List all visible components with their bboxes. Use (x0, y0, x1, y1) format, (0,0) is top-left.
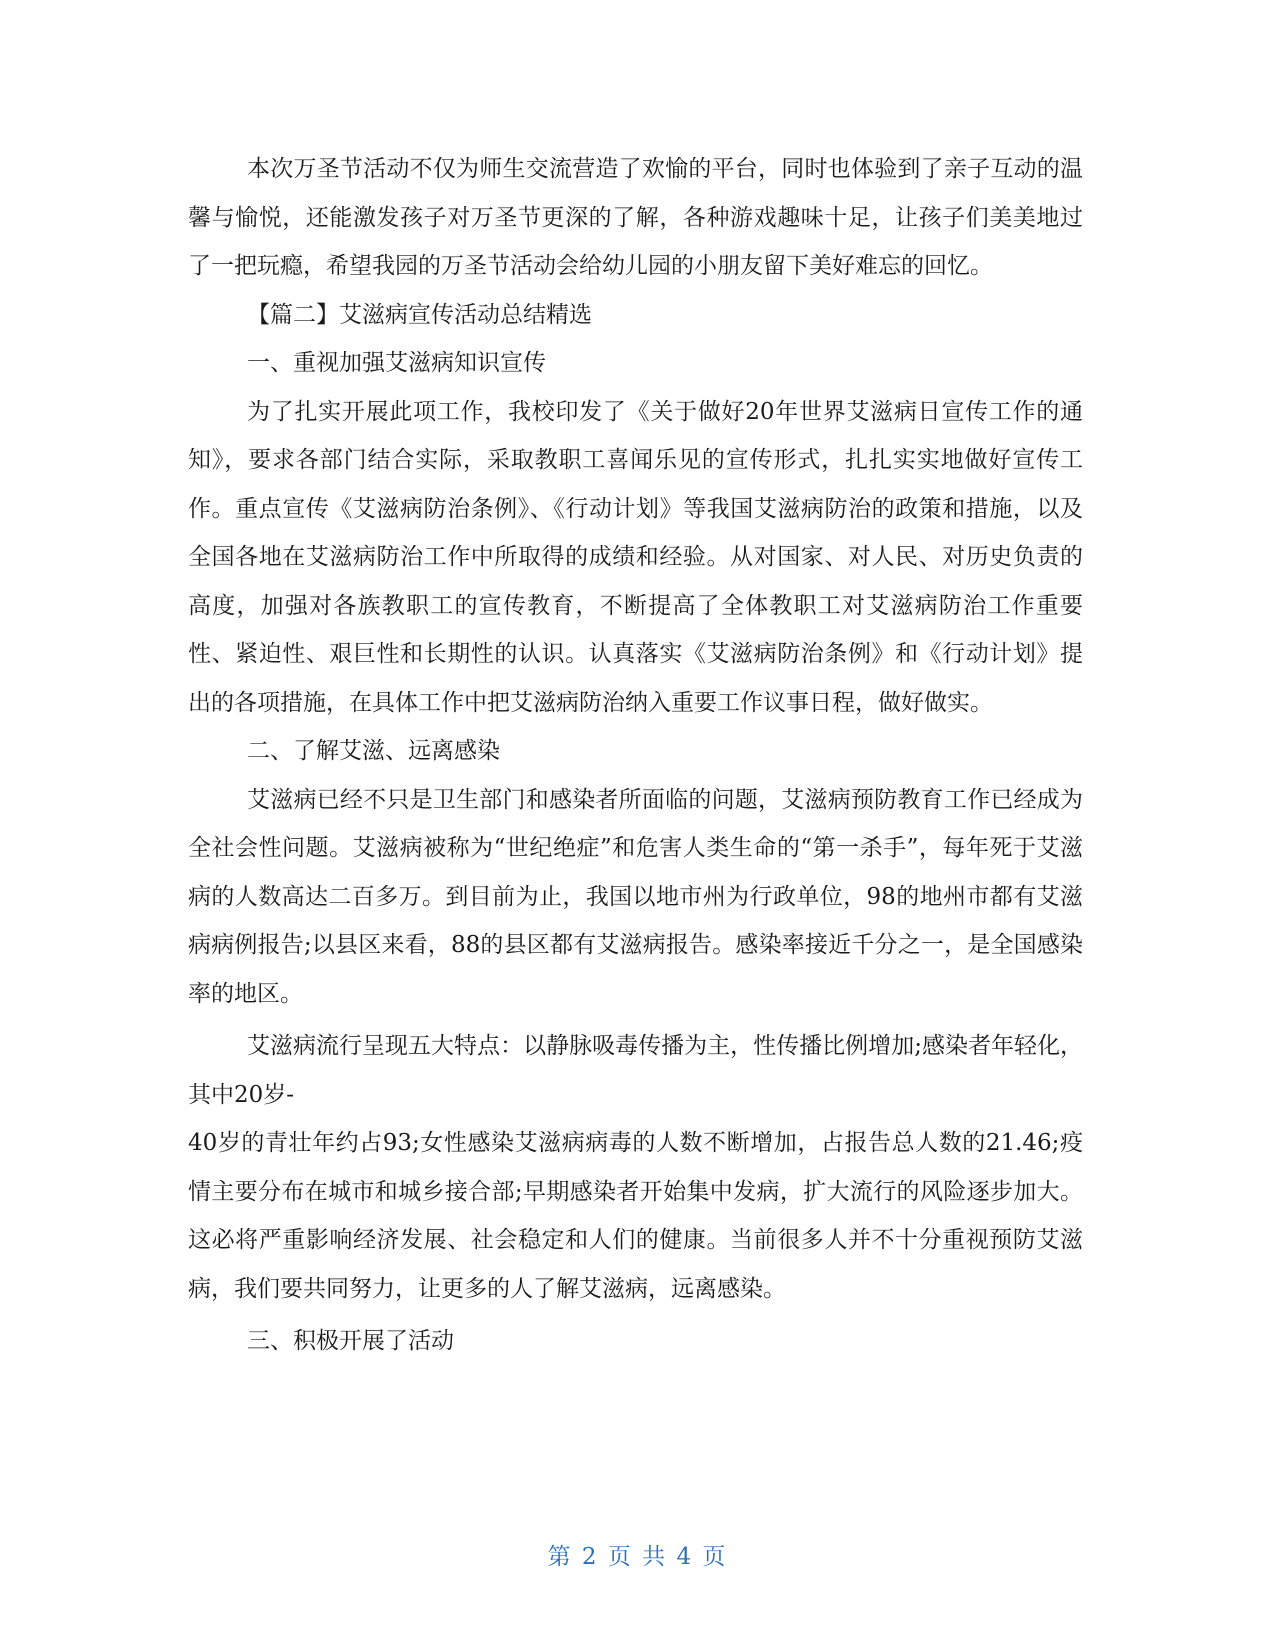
heading-two: 二、了解艾滋、远离感染 (247, 738, 500, 764)
paragraph-aids-social-issue: 艾滋病已经不只是卫生部门和感染者所面临的问题，艾滋病预防教育工作已经成为全社会性问题。艾滋病被称为“世纪绝症”和危害人类生命的“第一杀手”，每年死于艾滋病的人数高达二百多万。到目前为止，我国以地市州为行政单位，98的地州市都有艾滋病病例报告;以县区来看，88的县区都有艾滋病报告。感染率接近千分之一，是全国感染率的地区。 (188, 786, 1083, 1007)
paragraph-halloween-summary: 本次万圣节活动不仅为师生交流营造了欢愉的平台，同时也体验到了亲子互动的温馨与愉悦，还能激发孩子对万圣节更深的了解，各种游戏趣味十足，让孩子们美美地过了一把玩瘾，希望我园的万圣节活动会给幼儿园的小朋友留下美好难忘的回忆。 (188, 156, 1083, 279)
document-body (188, 145, 1083, 1366)
section-title-part-two: 【篇二】艾滋病宣传活动总结精选 (247, 301, 592, 328)
paragraph-publicity-work: 为了扎实开展此项工作，我校印发了《关于做好20年世界艾滋病日宣传工作的通知》，要求各部门结合实际，采取教职工喜闻乐见的宣传形式，扎扎实实地做好宣传工作。重点宣传《艾滋病防治条例》、《行动计划》等我国艾滋病防治的政策和措施，以及全国各地在艾滋病防治工作中所取得的成绩和经验。从对国家、对人民、对历史负责的高度，加强对各族教职工的宣传教育，不断提高了全体教职工对艾滋病防治工作重要性、紧迫性、艰巨性和长期性的认识。认真落实《艾滋病防治条例》和《行动计划》提出的各项措施，在具体工作中把艾滋病防治纳入重要工作议事日程，做好做实。 (188, 398, 1083, 716)
paragraph-five-characteristics: 艾滋病流行呈现五大特点：以静脉吸毒传播为主，性传播比例增加;感染者年轻化，其中20岁- 40岁的青壮年约占93;女性感染艾滋病病毒的人数不断增加，占报告总人数的21.46;疫情主要分布在城市和城乡接合部;早期感染者开始集中发病，扩大流行的风险逐步加大。这必将严重影响经济发展、社会稳定和人们的健康。当前很多人并不十分重视预防艾滋病，我们要共同努力，让更多的人了解艾滋病，远离感染。 (188, 1033, 1083, 1302)
heading-three: 三、积极开展了活动 (247, 1328, 454, 1354)
page-number-footer: 第 2 页 共 4 页 (547, 1544, 728, 1570)
heading-one: 一、重视加强艾滋病知识宣传 (247, 350, 546, 376)
